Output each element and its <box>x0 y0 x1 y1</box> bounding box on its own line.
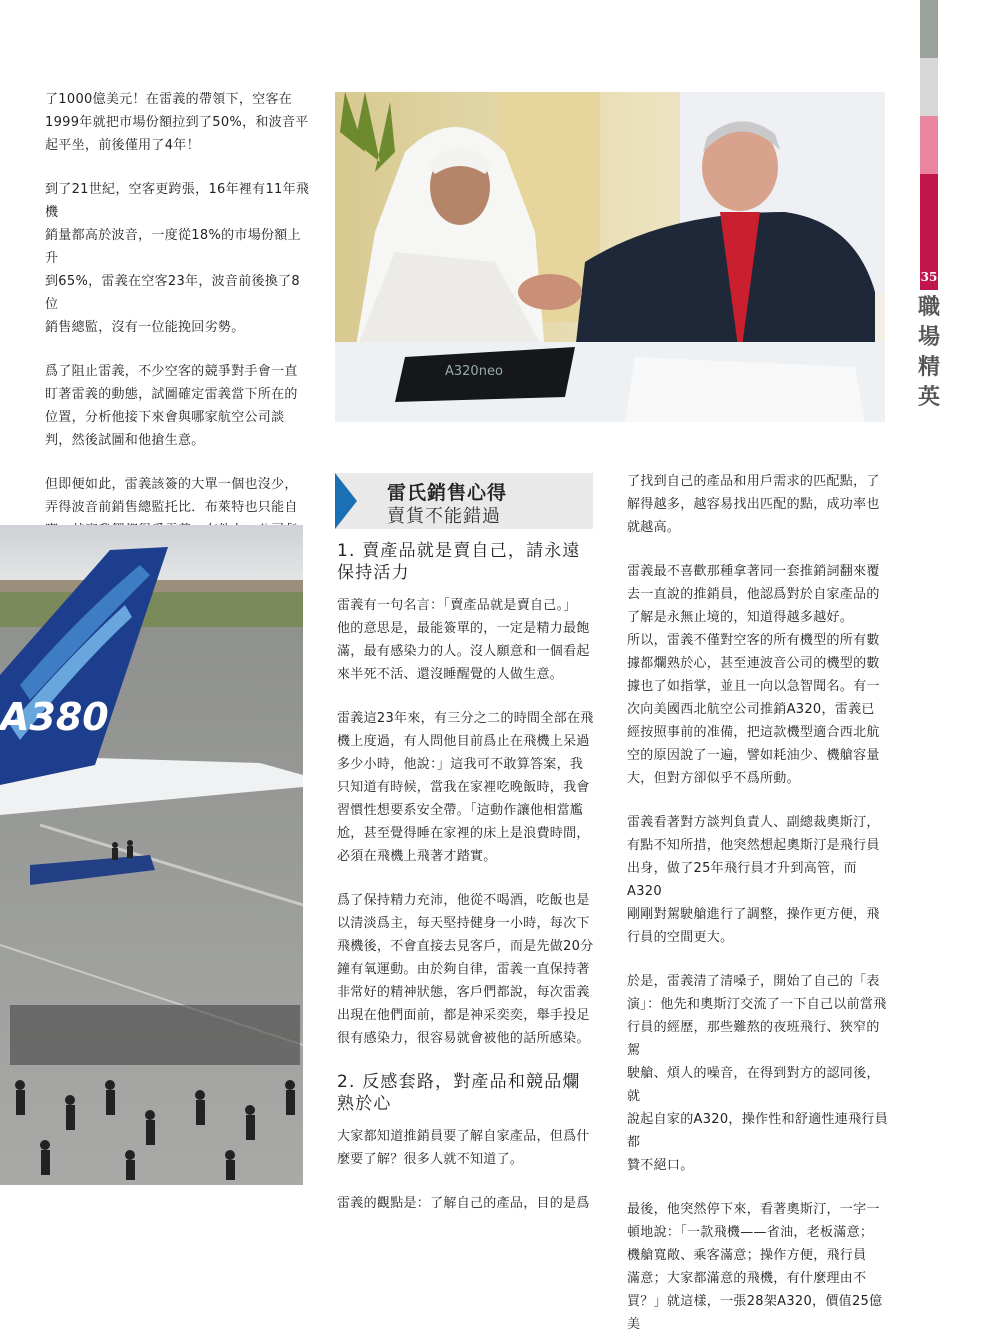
paragraph: 雷義有一句名言：「賣產品就是賣自己。」 他的意思是，最能簽單的，一定是精力最飽 滿，最有感染力的人。沒人願意和一個看起 來半死不活、還沒睡醒覺的人做生意。 <box>337 598 590 682</box>
tab-gray-dark <box>920 0 938 58</box>
handshake-illustration <box>335 92 885 422</box>
airplane-illustration <box>0 525 303 1185</box>
paragraph: 雷義的觀點是：了解自己的產品，目的是爲 <box>337 1196 590 1211</box>
tips-box-title: 雷氏銷售心得 <box>387 482 508 504</box>
column-1 <box>45 88 310 565</box>
paragraph: 但即便如此，雷義該簽的大單一個也沒少， 弄得波音前銷售總監托比．布萊特也只能自 <box>45 477 298 515</box>
paragraph: 爲了阻止雷義，不少空客的競爭對手會一直 盯著雷義的動態，試圖確定雷義當下所在的 位置，分析他接下來會與哪家航空公司談 判，然後試圖和他搶生意。 <box>45 364 298 448</box>
paragraph: 於是，雷義清了清嗓子，開始了自己的「表 演」：他先和奧斯汀交流了一下自己以前當飛 行員的經歷，那些難熬的夜班飛行、狹窄的駕 駛艙、煩人的噪音，在得到對方的認同後，就 說起自家的A320，操作性和舒適性連飛行員都 贊不絕口。 <box>627 974 889 1173</box>
paragraph: 爲了保持精力充沛，他從不喝酒，吃飯也是 以清淡爲主，每天堅持健身一小時，每次下 飛機後，不會直接去見客戶，而是先做20分 鐘有氧運動。由於夠自律，雷義一直保持著 非常好的精神狀態，客戶們都說，每次雷義 出現在他們面前，都是神采奕奕，舉手投足 很有感染力，很容易就會被他的話所感染。 <box>337 893 594 1046</box>
paragraph: 雷義最不喜歡那種拿著同一套推銷詞翻來覆 去一直說的推銷員，他認爲對於自家產品的 了解是永無止境的，知道得越多越好。 所以，雷義不僅對空客的所有機型的所有數 據都爛熟於心，甚至連波音公司的機型的數 據也了如指掌，並且一向以急智聞名。有一 次向美國西北航空公司推銷A320，雷義已 經按照事前的准備，把這款機型適合西北航 空的原因說了一遍，譬如耗油少、機艙容量 大，但對方卻似乎不爲所動。 <box>627 564 880 786</box>
arrow-icon <box>335 473 357 529</box>
paragraph: 了找到自己的產品和用戶需求的匹配點，了 解得越多，越容易找出匹配的點，成功率也 就越高。 <box>627 474 880 535</box>
paragraph: 雷義這23年來，有三分之二的時間全部在飛 機上度過，有人問他目前爲止在飛機上呆過 多少小時，他說：」這我可不敢算答案，我 只知道有時候，當我在家裡吃晚飯時，我會 習慣性想要系安全帶。「這動作讓他相當尷 尬，甚至覺得睡在家裡的床上是浪費時間， 必須在飛機上飛著才踏實。 <box>337 711 594 864</box>
section-2-heading: 2. 反感套路，對產品和競品爛 熟於心 <box>337 1072 581 1114</box>
tab-gray-light <box>920 58 938 116</box>
section-label: 職 場 精 英 <box>918 294 941 410</box>
column-3 <box>627 470 889 1336</box>
paragraph: 了1000億美元！在雷義的帶領下，空客在 1999年就把市場份額拉到了50%，和波音平 起平坐，前後僅用了4年！ <box>45 92 309 153</box>
paragraph: 雷義看著對方談判負責人、副總裁奧斯汀， 有點不知所措，他突然想起奧斯汀是飛行員 出身，做了25年飛行員才升到高管，而A320 剛剛對駕駛艙進行了調整，操作更方便，飛 行員的空間更大。 <box>627 815 880 945</box>
tail-label: A380 <box>0 695 109 739</box>
tab-pink <box>920 116 938 174</box>
tips-box-heading <box>335 473 593 529</box>
column-2 <box>337 540 599 1215</box>
section-1-heading: 1. 賣產品就是賣自己，請永遠 保持活力 <box>337 541 581 583</box>
paragraph: 到了21世紀，空客更跨張，16年裡有11年飛機 銷量都高於波音，一度從18%的市場份額上升 到65%，雷義在空客23年，波音前後換了8位 銷售總監，沒有一位能挽回劣勢。 <box>45 182 310 335</box>
tips-box-subtitle: 賣貨不能錯過 <box>387 506 501 527</box>
folder-label: A320neo <box>445 364 503 379</box>
handshake-photo <box>335 92 885 422</box>
paragraph: 最後，他突然停下來，看著奧斯汀，一字一 頓地說：「一款飛機——省油，老板滿意； 機艙寬敞、乘客滿意；操作方便，飛行員 滿意；大家都滿意的飛機，有什麼理由不 買？」就這樣，一張28架A320，價值25億美 <box>627 1202 883 1332</box>
page-number: 35 <box>920 270 938 284</box>
airplane-crowd-photo <box>0 525 303 1185</box>
paragraph: 大家都知道推銷員要了解自家產品，但爲什 麼要了解？很多人就不知道了。 <box>337 1129 590 1167</box>
